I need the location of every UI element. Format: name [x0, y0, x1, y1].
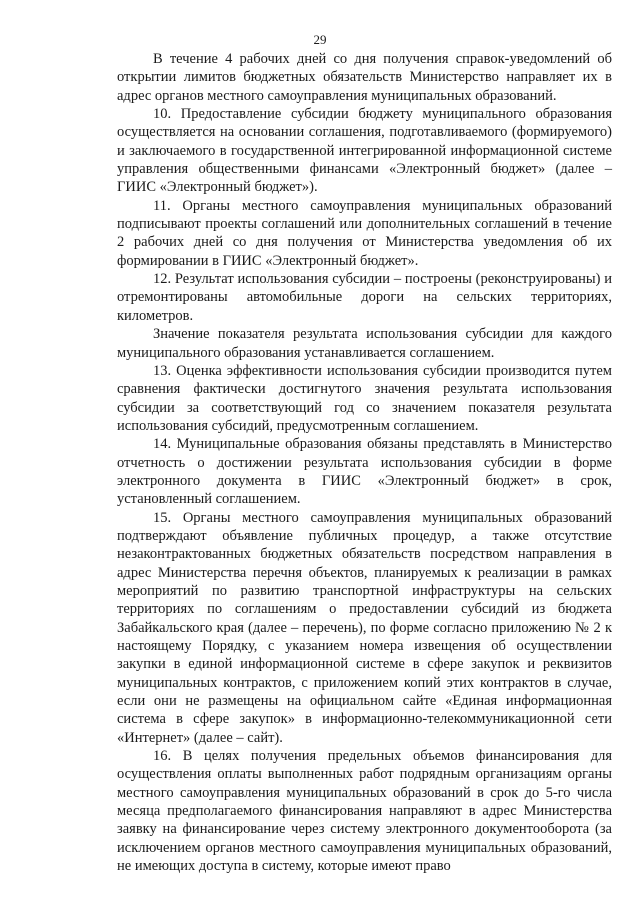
paragraph-10: 10. Предоставление субсидии бюджету муниципального образования осуществляется на основании соглашения, подготавливаемого (формируемого) и заключаемого в государственной интегрированной информационной системе управления общественными финансами «Электронный бюджет» (далее – ГИИС «Электронный бюджет»).	[117, 106, 612, 196]
paragraph-16: 16. В целях получения предельных объемов финансирования для осуществления оплаты выполненных работ подрядным организациям органы местного самоуправления муниципальных образований в срок до 5-го числа месяца предполагаемого финансирования направляют в адрес Министерства заявку на финансирование через систему электронного документооборота (за исключением органов местного самоуправления муниципальных образований, не имеющих доступа в систему, которые имеют право	[117, 748, 612, 875]
paragraph-12: 12. Результат использования субсидии – построены (реконструированы) и отремонтированы автомобильные дороги на сельских территориях, километров.	[117, 271, 612, 324]
paragraph-11: 11. Органы местного самоуправления муниципальных образований подписывают проекты соглашений или дополнительных соглашений в течение 2 рабочих дней со дня получения от Министерства уведомления об их формировании в ГИИС «Электронный бюджет».	[117, 197, 612, 269]
paragraph-limits-notice: В течение 4 рабочих дней со дня получения справок-уведомлений об открытии лимитов бюджетных обязательств Министерство направляет их в адрес органов местного самоуправления муниципальных образований.	[117, 51, 612, 104]
paragraph-14: 14. Муниципальные образования обязаны представлять в Министерство отчетность о достижении результата использования субсидии в форме электронного документа в ГИИС «Электронный бюджет» в срок, установленный соглашением.	[117, 436, 612, 508]
paragraph-indicator-value: Значение показателя результата использования субсидии для каждого муниципального образования устанавливается соглашением.	[117, 326, 612, 361]
paragraph-13: 13. Оценка эффективности использования субсидии производится путем сравнения фактически достигнутого значения результата использования субсидии за соответствующий год со значением показателя результата использования субсидий, предусмотренным соглашением.	[117, 362, 612, 434]
page-number: 29	[313, 32, 327, 47]
paragraph-15: 15. Органы местного самоуправления муниципальных образований подтверждают объявление публичных процедур, а также отсутствие незаконтрактованных бюджетных обязательств посредством направления в адрес Министерства перечня объектов, планируемых к реализации в рамках мероприятий по развитию транспортной инфраструктуры на сельских территориях по соглашениям о предоставлении субсидий из бюджета Забайкальского края (далее – перечень), по форме согласно приложению № 2 к настоящему Порядку, с указанием номера извещения об осуществлении закупки в единой информационной системе в сфере закупок и реквизитов муниципальных контрактов, с приложением копий этих контрактов в случае, если они не размещены на официальном сайте «Единая информационная система в сфере закупок» в информационно-телекоммуникационной сети «Интернет» (далее – сайт).	[117, 509, 612, 746]
document-body	[117, 50, 612, 875]
